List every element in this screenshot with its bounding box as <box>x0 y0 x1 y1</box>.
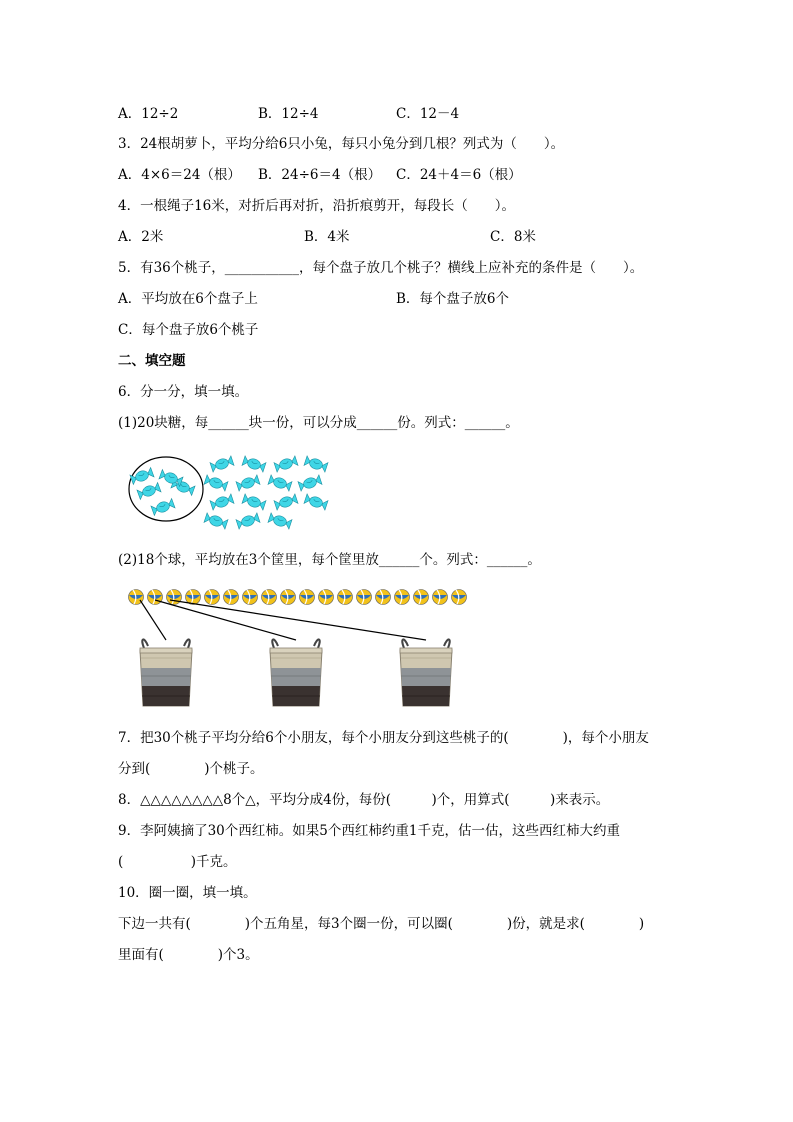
q3-option-c: C．24＋4＝6（根） <box>396 167 522 183</box>
candy-icon <box>298 475 322 491</box>
q2-option-b: B．12÷4 <box>258 106 319 122</box>
candy-icon <box>171 479 195 496</box>
q5-text: 5．有36个桃子，___________，每个盘子放几个桃子？横线上应补充的条件是（ ）。 <box>118 260 644 276</box>
q4-text: 4．一根绳子16米，对折后再对折，沿折痕剪开，每段长（ ）。 <box>118 198 516 214</box>
ball-icon <box>376 590 391 605</box>
q5-option-c: C．每个盘子放6个桃子 <box>118 322 259 338</box>
ball-icon <box>452 590 467 605</box>
q2-option-c: C．12－4 <box>396 106 460 122</box>
candy-icon <box>236 475 260 491</box>
q6-text: 6．分一分，填一填。 <box>118 384 249 400</box>
ball-icon <box>224 590 239 605</box>
candy-icon <box>151 499 175 516</box>
ball-icon <box>148 590 163 605</box>
ball-icon <box>167 590 182 605</box>
candy-icon <box>242 494 266 510</box>
ball-icon <box>433 590 448 605</box>
candy-icon <box>137 483 161 500</box>
candy-icon <box>130 468 154 485</box>
q10-text-b: 里面有( )个3。 <box>118 947 259 963</box>
candy-icon <box>210 494 234 510</box>
q4-option-c: C．8米 <box>490 229 536 245</box>
candy-icon <box>210 456 234 472</box>
ball-icon <box>338 590 353 605</box>
q3-text: 3．24根胡萝卜，平均分给6只小兔，每只小兔分到几根？列式为（ ）。 <box>118 136 565 152</box>
ball-icon <box>300 590 315 605</box>
q9-text-a: 9．李阿姨摘了30个西红柿。如果5个西红柿约重1千克，估一估，这些西红柿大约重 <box>118 823 620 839</box>
section-heading: 二、填空题 <box>118 353 186 369</box>
candy-icon <box>304 456 328 472</box>
candy-icon <box>242 456 266 472</box>
ball-icon <box>414 590 429 605</box>
basket-icon <box>270 639 322 706</box>
ball-icon <box>262 590 277 605</box>
candy-icon <box>236 513 260 529</box>
ball-icon <box>357 590 372 605</box>
q3-option-b: B．24÷6＝4（根） <box>258 167 382 183</box>
basket-icon <box>400 639 452 706</box>
ball-icon <box>243 590 258 605</box>
ball-icon <box>129 590 144 605</box>
candy-icon <box>204 513 228 529</box>
q6-part1-text: (1)20块糖，每______块一份，可以分成______份。列式：______。 <box>118 415 519 431</box>
q2-option-a: A．12÷2 <box>118 106 179 122</box>
q5-option-b: B．每个盘子放6个 <box>396 291 510 307</box>
candy-icon <box>274 494 298 510</box>
ball-icon <box>281 590 296 605</box>
q3-option-a: A．4×6＝24（根） <box>118 167 241 183</box>
q9-text-b: ( )千克。 <box>118 854 237 870</box>
candy-icon <box>268 475 292 491</box>
ball-icon <box>205 590 220 605</box>
link-line-2 <box>155 600 296 640</box>
q5-option-a: A．平均放在6个盘子上 <box>118 291 258 307</box>
ball-icon <box>395 590 410 605</box>
ball-icon <box>319 590 334 605</box>
q4-option-b: B．4米 <box>304 229 350 245</box>
candy-icon <box>304 494 328 510</box>
link-line-1 <box>140 600 166 640</box>
ball-icon <box>186 590 201 605</box>
link-line-3 <box>170 600 426 640</box>
q10-text: 10．圈一圈，填一填。 <box>118 885 257 901</box>
basket-icon <box>140 639 192 706</box>
q4-option-a: A．2米 <box>118 229 164 245</box>
candy-icon <box>268 513 292 529</box>
q7-text-a: 7．把30个桃子平均分给6个小朋友，每个小朋友分到这些桃子的( )，每个小朋友 <box>118 730 649 746</box>
q10-text-a: 下边一共有( )个五角星，每3个圈一份，可以圈( )份，就是求( ) <box>118 916 645 932</box>
grouping-circle <box>129 457 203 521</box>
q8-text: 8．△△△△△△△△8个△，平均分成4份，每份( )个，用算式( )来表示。 <box>118 792 610 808</box>
candy-icon <box>159 470 183 487</box>
candy-icon <box>274 456 298 472</box>
q6-part2-text: (2)18个球，平均放在3个筐里，每个筐里放______个。列式：______。 <box>118 552 541 568</box>
q7-text-b: 分到( )个桃子。 <box>118 761 264 777</box>
candy-icon <box>204 475 228 491</box>
